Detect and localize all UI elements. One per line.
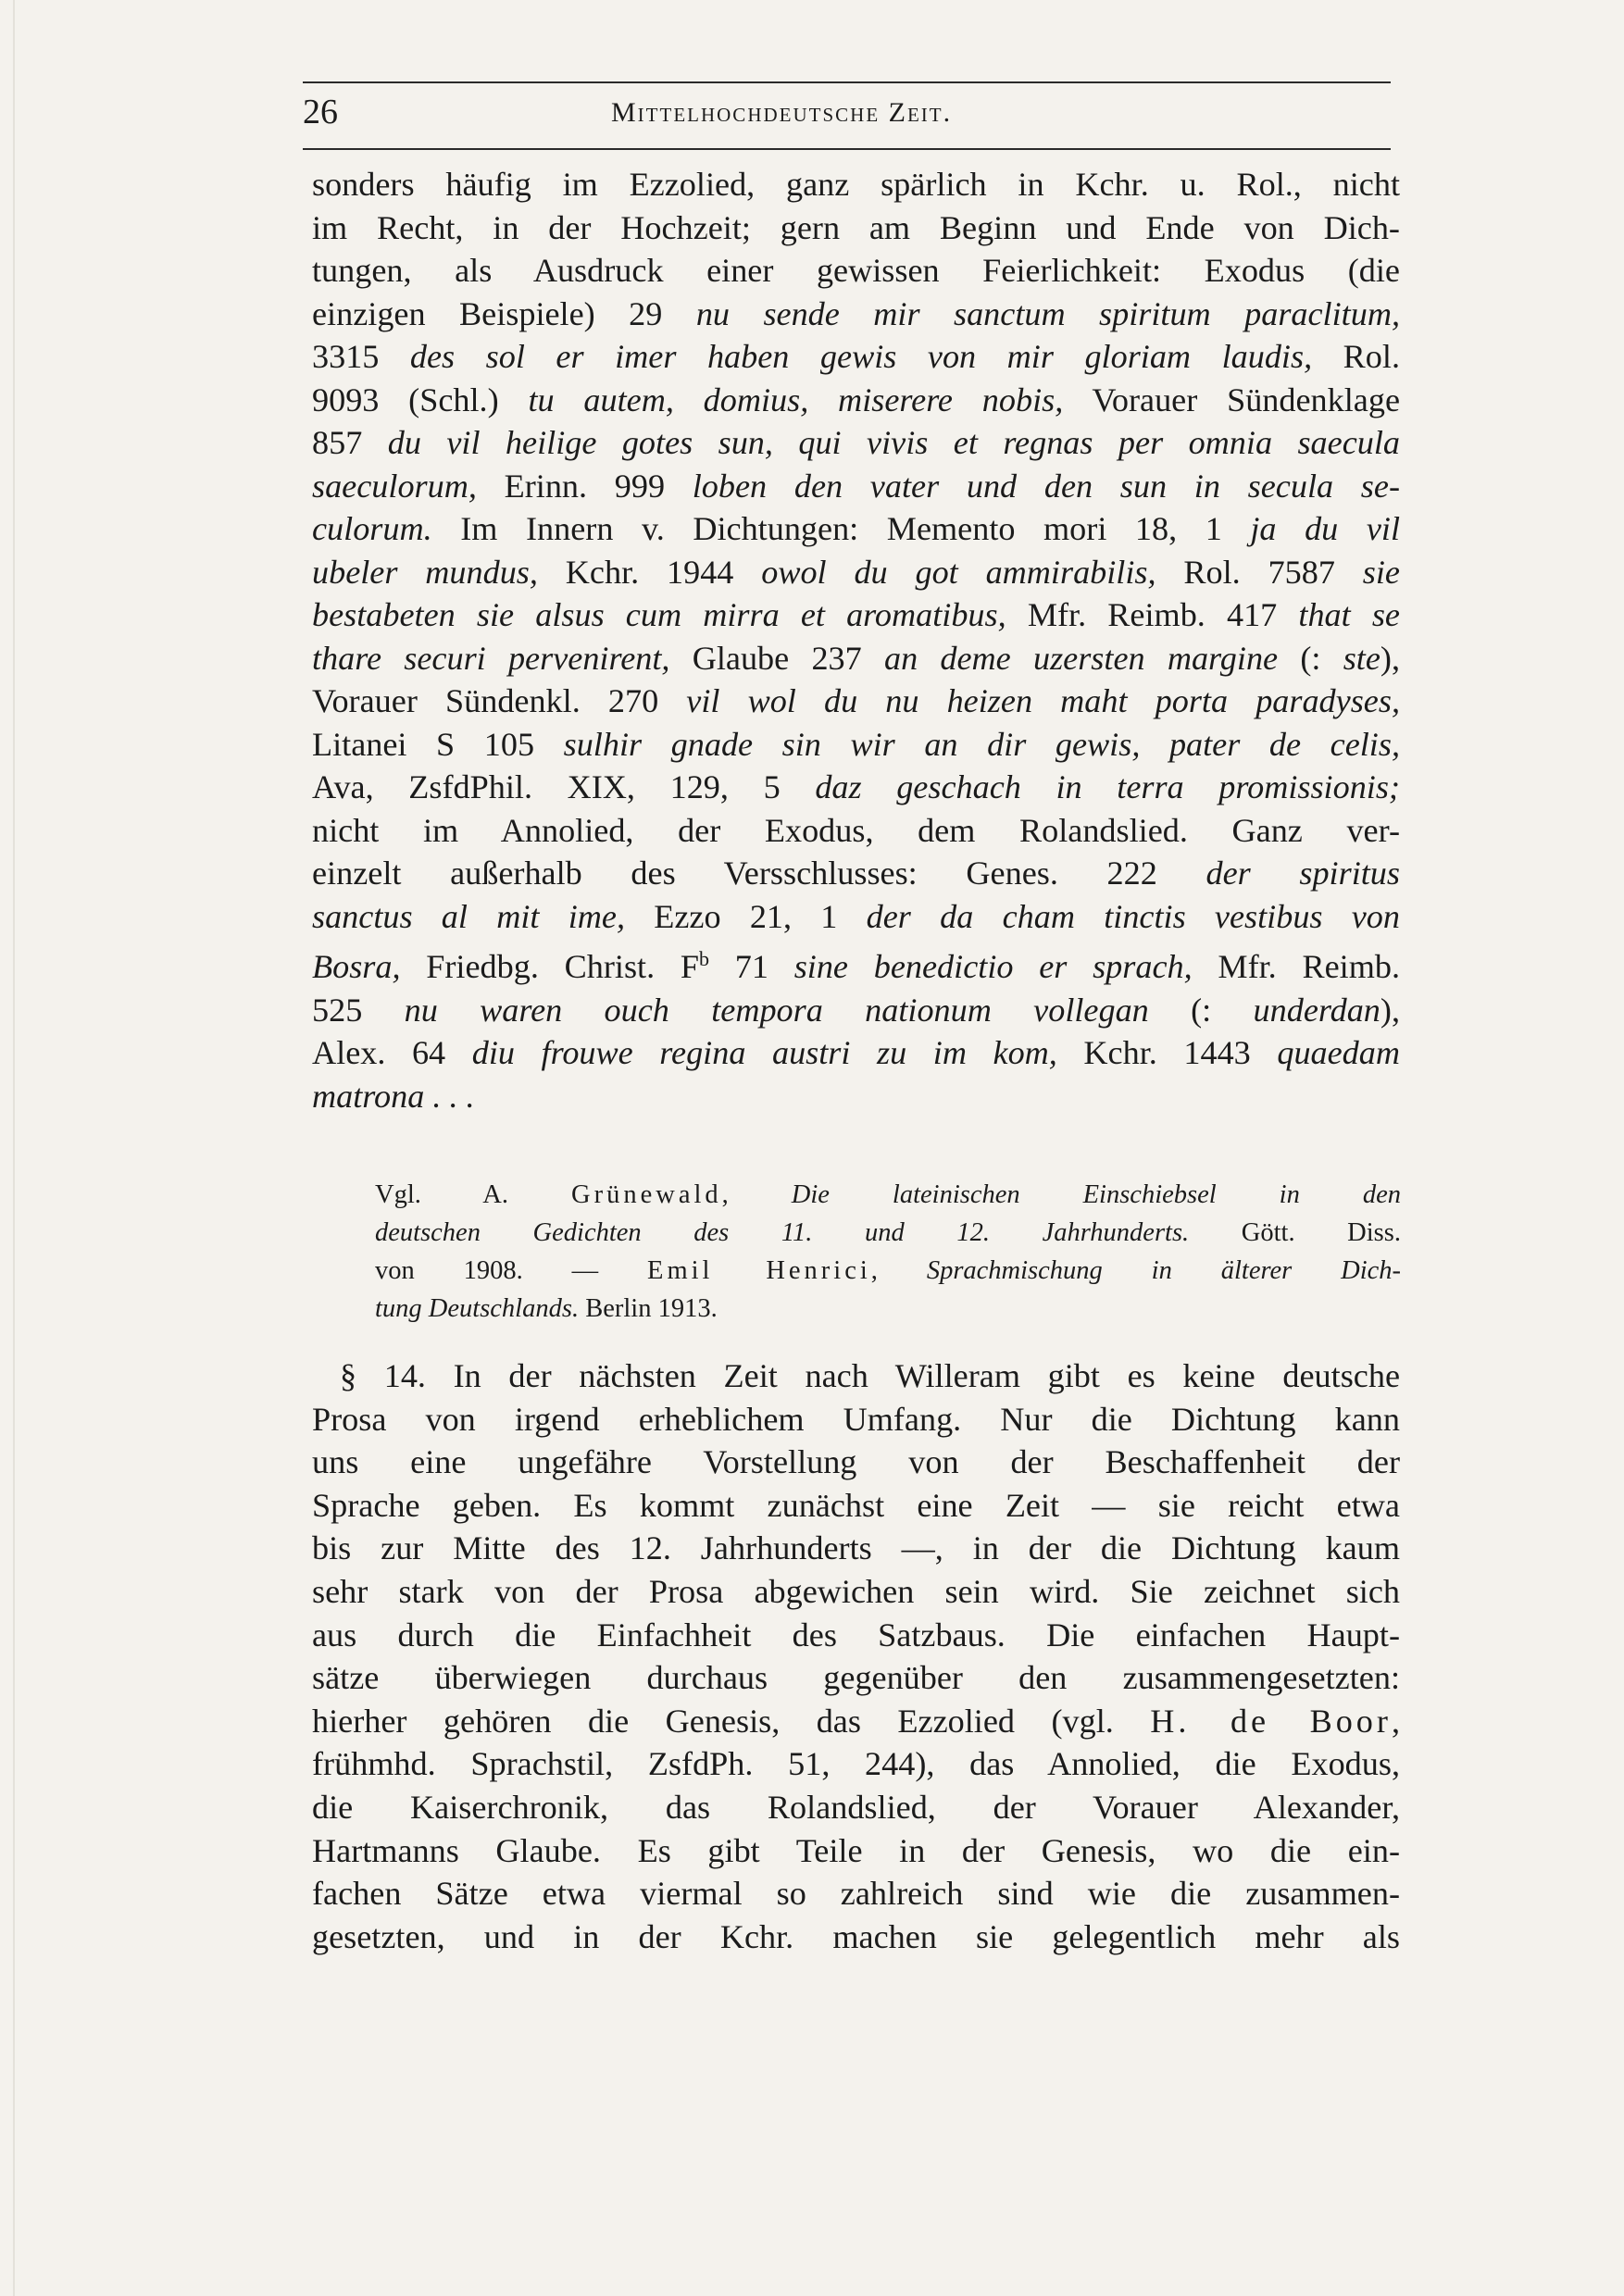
- text-line: [312, 1700, 1400, 1743]
- latin-quote: des sol er imer haben gewis von mir gloriam laudis,: [409, 338, 1313, 375]
- text-span: ),: [1380, 991, 1401, 1029]
- text-span: Kchr. 1443: [1056, 1034, 1278, 1072]
- latin-quote: sulhir gnade sin wir an dir gewis, pater de celis,: [563, 725, 1400, 763]
- text-line: [312, 1656, 1400, 1700]
- text-span: aus durch die Einfachheit des Satzbaus. Die einfachen Haupt-: [312, 1616, 1400, 1653]
- text-span: § 14. In der nächsten Zeit nach Willeram gibt es keine deutsche: [340, 1357, 1400, 1394]
- text-span: frühmhd. Sprachstil, ZsfdPh. 51, 244), das Annolied, die Exodus,: [312, 1745, 1400, 1783]
- text-span: Vorauer Sündenkl. 270: [312, 682, 687, 719]
- text-line: [312, 249, 1400, 293]
- latin-quote: vil wol du nu heizen maht porta paradyses,: [686, 682, 1400, 719]
- text-line: [312, 680, 1400, 723]
- book-title: Die lateinischen Einschiebsel in den: [791, 1180, 1401, 1209]
- text-span: Prosa von irgend erheblichem Umfang. Nur die Dichtung kann: [312, 1400, 1400, 1438]
- section-14-paragraph: [312, 1354, 1400, 1958]
- text-line: [312, 766, 1400, 809]
- book-title: Sprachmischung in älterer Dich-: [926, 1256, 1402, 1285]
- text-span: 525: [312, 991, 405, 1029]
- text-span: Litanei S 105: [312, 725, 564, 763]
- latin-quote: sie: [1362, 553, 1400, 591]
- text-span: Ava, ZsfdPhil. XIX, 129, 5: [312, 768, 816, 805]
- scan-edge-shadow: [13, 0, 15, 2296]
- text-line: [312, 335, 1400, 379]
- bibliographic-note: [375, 1176, 1401, 1328]
- text-line: [312, 895, 1400, 939]
- note-line: [375, 1252, 1401, 1290]
- text-line: [312, 1484, 1400, 1528]
- latin-quote: owol du got ammirabilis,: [761, 553, 1156, 591]
- latin-quote: an deme uzersten margine: [883, 639, 1279, 677]
- text-span: nicht im Annolied, der Exodus, dem Rolandslied. Ganz ver-: [312, 811, 1400, 849]
- text-span: von 1908. —: [375, 1256, 648, 1285]
- text-span: bis zur Mitte des 12. Jahrhunderts —, in der die Dichtung kaum: [312, 1529, 1400, 1567]
- latin-quote: Bosra,: [312, 948, 401, 986]
- text-line: [312, 1354, 1400, 1398]
- latin-quote: der da cham tinctis vestibus von: [866, 897, 1400, 935]
- text-span: Hartmanns Glaube. Es gibt Teile in der Genesis, wo die ein-: [312, 1831, 1400, 1869]
- text-span: im Recht, in der Hochzeit; gern am Beginn und Ende von Dich-: [312, 208, 1400, 246]
- latin-quote: tu autem, domius, miserere nobis,: [528, 381, 1064, 418]
- text-span: 3315: [312, 338, 410, 375]
- latin-quote: sine benedictio er sprach,: [793, 948, 1193, 986]
- latin-quote: underdan: [1253, 991, 1380, 1029]
- latin-quote: culorum.: [312, 510, 432, 547]
- book-title: tung Deutschlands.: [375, 1294, 580, 1323]
- text-span: hierher gehören die Genesis, das Ezzolied (vgl.: [312, 1702, 1151, 1740]
- latin-quote: nu sende mir sanctum spiritum paraclitum,: [695, 294, 1400, 332]
- text-line: [312, 1527, 1400, 1570]
- text-span: Berlin 1913.: [579, 1294, 718, 1323]
- text-line: [312, 1829, 1400, 1873]
- text-span: Kchr. 1944: [537, 553, 762, 591]
- text-line: [312, 206, 1400, 250]
- text-span: ,: [870, 1256, 927, 1285]
- text-line: [312, 507, 1400, 551]
- text-span: (:: [1278, 639, 1343, 677]
- text-span: Mfr. Reimb. 417: [1006, 596, 1299, 633]
- latin-quote: du vil heilige gotes sun, qui vivis et regnas per omnia saecula: [387, 424, 1401, 461]
- latin-quote: thare securi pervenirent,: [312, 639, 670, 677]
- latin-quote: ja du vil: [1250, 510, 1400, 547]
- text-line: [312, 1031, 1400, 1075]
- text-span: gesetzten, und in der Kchr. machen sie gelegentlich mehr als: [312, 1917, 1400, 1955]
- text-span: Vorauer Sündenklage: [1063, 381, 1401, 418]
- header-top-rule: [303, 81, 1391, 83]
- text-span: Alex. 64: [312, 1034, 472, 1072]
- text-span: ,: [1391, 1702, 1400, 1740]
- text-line: [312, 637, 1400, 680]
- latin-quote: quaedam: [1277, 1034, 1401, 1072]
- latin-quote: that se: [1298, 596, 1400, 633]
- latin-quote: matrona . . .: [312, 1077, 475, 1115]
- text-line: [312, 1398, 1400, 1441]
- text-span: sehr stark von der Prosa abgewichen sein wird. Sie zeichnet sich: [312, 1572, 1400, 1610]
- book-title: Jahrhunderts.: [989, 1218, 1190, 1247]
- text-span: ),: [1380, 639, 1401, 677]
- text-span: einzigen Beispiele) 29: [312, 294, 696, 332]
- text-span: Mfr. Reimb.: [1192, 948, 1401, 986]
- book-title: 11. und 12.: [781, 1218, 990, 1247]
- author-name: Grünewald: [571, 1180, 722, 1209]
- text-span: uns eine ungefähre Vorstellung von der Beschaffenheit der: [312, 1443, 1400, 1481]
- text-line: [312, 465, 1400, 508]
- text-line: [312, 1915, 1400, 1959]
- latin-quote: ubeler mundus,: [312, 553, 538, 591]
- latin-quote: loben den vater und den sun in secula se-: [692, 467, 1400, 505]
- text-line: [312, 852, 1400, 895]
- text-span: 71: [709, 948, 794, 986]
- text-span: Im Innern v. Dichtungen: Memento mori 18, 1: [431, 510, 1251, 547]
- text-line: [312, 421, 1400, 465]
- latin-quote: diu frouwe regina austri zu im kom,: [471, 1034, 1057, 1072]
- text-span: Vgl. A.: [375, 1180, 572, 1209]
- text-line: [312, 1441, 1400, 1484]
- text-span: die Kaiserchronik, das Rolandslied, der Vorauer Alexander,: [312, 1788, 1400, 1826]
- text-span: Rol. 7587: [1156, 553, 1363, 591]
- text-span: tungen, als Ausdruck einer gewissen Feierlichkeit: Exodus (die: [312, 252, 1400, 289]
- superscript: b: [699, 947, 710, 970]
- page-number: 26: [303, 93, 338, 131]
- text-line: [312, 1614, 1400, 1657]
- text-span: Rol.: [1312, 338, 1400, 375]
- text-line: [312, 809, 1400, 853]
- text-span: Friedbg. Christ. F: [400, 948, 700, 986]
- latin-quote: saeculorum,: [312, 467, 477, 505]
- text-span: ,: [721, 1180, 792, 1209]
- text-line: [312, 593, 1400, 637]
- latin-quote: der spiritus: [1206, 855, 1400, 892]
- text-span: einzelt außerhalb des Versschlusses: Genes. 222: [312, 855, 1206, 892]
- latin-quote: sanctus al mit ime,: [312, 897, 625, 935]
- text-span: sätze überwiegen durchaus gegenüber den zusammengesetzten:: [312, 1659, 1400, 1697]
- text-line: [312, 1075, 1400, 1118]
- latin-quote: nu waren ouch tempora nationum vollegan: [404, 991, 1149, 1029]
- text-line: [312, 551, 1400, 594]
- text-span: Erinn. 999: [476, 467, 693, 505]
- text-span: Gött. Diss.: [1189, 1218, 1401, 1247]
- text-span: 9093 (Schl.): [312, 381, 529, 418]
- text-line: [312, 293, 1400, 336]
- author-name: H. de Boor: [1150, 1702, 1392, 1740]
- note-line: [375, 1176, 1401, 1214]
- author-name: Emil Henrici: [647, 1256, 871, 1285]
- text-span: Sprache geben. Es kommt zunächst eine Zeit — sie reicht etwa: [312, 1486, 1400, 1524]
- header-bottom-rule: [303, 148, 1391, 150]
- text-line: [312, 723, 1400, 767]
- main-paragraph: [312, 163, 1400, 1117]
- running-head: Mittelhochdeutsche Zeit.: [611, 97, 953, 128]
- text-line: [312, 1872, 1400, 1915]
- latin-quote: daz geschach in terra promissionis;: [815, 768, 1400, 805]
- latin-quote: ste: [1343, 639, 1380, 677]
- note-line: [375, 1290, 1401, 1328]
- text-span: 857: [312, 424, 388, 461]
- latin-quote: bestabeten sie alsus cum mirra et aromatibus,: [312, 596, 1006, 633]
- text-span: fachen Sätze etwa viermal so zahlreich sind wie die zusammen-: [312, 1875, 1400, 1913]
- text-span: Glaube 237: [669, 639, 884, 677]
- text-line: [312, 989, 1400, 1032]
- text-line: [312, 163, 1400, 206]
- text-line: [312, 379, 1400, 422]
- text-line: [312, 1786, 1400, 1829]
- text-span: sonders häufig im Ezzolied, ganz spärlich in Kchr. u. Rol., nicht: [312, 166, 1400, 203]
- note-line: [375, 1214, 1401, 1252]
- book-title: deutschen Gedichten des: [375, 1218, 781, 1247]
- text-line: [312, 1570, 1400, 1614]
- text-line: [312, 938, 1400, 989]
- text-line: [312, 1742, 1400, 1786]
- text-span: (:: [1148, 991, 1254, 1029]
- text-span: Ezzo 21, 1: [625, 897, 867, 935]
